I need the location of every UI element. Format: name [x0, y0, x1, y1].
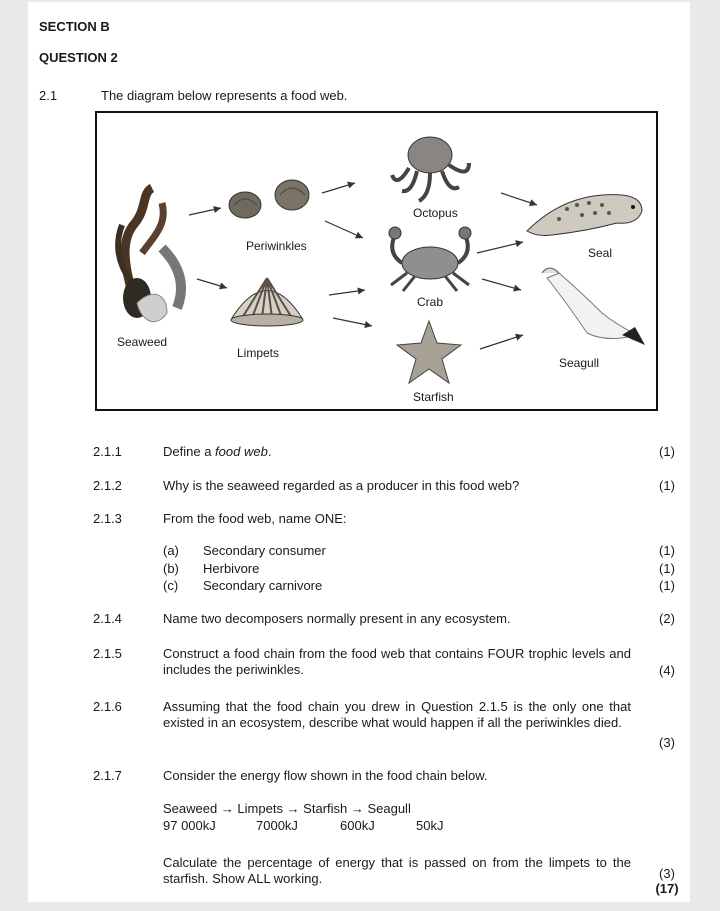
question-text: Why is the seaweed regarded as a producer in this food web? [163, 478, 520, 493]
question-number: 2.1.4 [93, 611, 122, 626]
sub-question-text: Secondary consumer [203, 543, 326, 558]
organism-label-octopus: Octopus [413, 206, 458, 220]
organism-label-seaweed: Seaweed [117, 335, 168, 349]
organism-label-seagull: Seagull [559, 356, 600, 370]
question-text: Consider the energy flow shown in the food chain below. [163, 768, 488, 783]
question-mark: (1) [659, 478, 675, 493]
question-mark: (4) [659, 663, 675, 678]
question-number: 2.1 [39, 88, 58, 103]
limpets-illustration [231, 278, 303, 326]
calculation-question: Calculate the percentage of energy that is passed on from the limpets to the starfish. Show ALL working. [163, 855, 631, 886]
question-intro: The diagram below represents a food web. [101, 88, 348, 103]
energy-value: 50kJ [416, 818, 444, 833]
question-text-before: Define a [163, 444, 216, 459]
total-mark: (17) [655, 881, 679, 896]
organism-label-periwinkles: Periwinkles [246, 239, 307, 253]
periwinkles-illustration [229, 180, 309, 218]
question-heading: QUESTION 2 [39, 50, 118, 65]
food-chain: Seaweed → Limpets → Starfish → Seagull [163, 801, 411, 816]
question-text: Assuming that the food chain you drew in Question 2.1.5 is the only one that existed in an ecosystem, describe what would happen if all the periwinkles died. [163, 699, 631, 730]
organism-label-limpets: Limpets [237, 346, 280, 360]
seaweed-illustration [118, 188, 181, 322]
sub-question-mark: (1) [659, 543, 675, 558]
question-text [163, 444, 271, 459]
organism-label-starfish: Starfish [413, 390, 454, 404]
section-heading: SECTION B [39, 19, 110, 34]
question-number: 2.1.7 [93, 768, 122, 783]
question-number: 2.1.1 [93, 444, 122, 459]
crab-illustration [389, 227, 471, 291]
sub-question-letter: (b) [163, 561, 179, 576]
question-mark: (3) [659, 735, 675, 750]
sub-question-text: Secondary carnivore [203, 578, 323, 593]
energy-value: 600kJ [340, 818, 375, 833]
question-number: 2.1.2 [93, 478, 122, 493]
energy-value: 97 000kJ [163, 818, 216, 833]
question-number: 2.1.6 [93, 699, 122, 714]
question-mark: (2) [659, 611, 675, 626]
question-text-after: . [267, 444, 272, 459]
question-text: Construct a food chain from the food web that contains FOUR trophic levels and includes the periwinkles. [163, 646, 631, 677]
sub-question-letter: (c) [163, 578, 179, 593]
question-mark: (1) [659, 444, 675, 459]
energy-value: 7000kJ [256, 818, 298, 833]
sub-question-letter: (a) [163, 543, 179, 558]
seal-illustration [527, 195, 642, 236]
starfish-illustration [397, 321, 461, 383]
octopus-illustration [392, 137, 469, 201]
seagull-illustration [542, 268, 645, 345]
food-web-diagram [95, 111, 658, 411]
question-number: 2.1.3 [93, 511, 122, 526]
question-text: From the food web, name ONE: [163, 511, 347, 526]
organism-label-crab: Crab [417, 295, 444, 309]
question-number: 2.1.5 [93, 646, 122, 661]
organism-label-seal: Seal [588, 246, 613, 260]
sub-question-text: Herbivore [203, 561, 260, 576]
question-text-italic: food web [215, 444, 268, 459]
question-mark: (3) [659, 866, 675, 881]
question-text: Name two decomposers normally present in any ecosystem. [163, 611, 511, 626]
sub-question-mark: (1) [659, 561, 675, 576]
sub-question-mark: (1) [659, 578, 675, 593]
